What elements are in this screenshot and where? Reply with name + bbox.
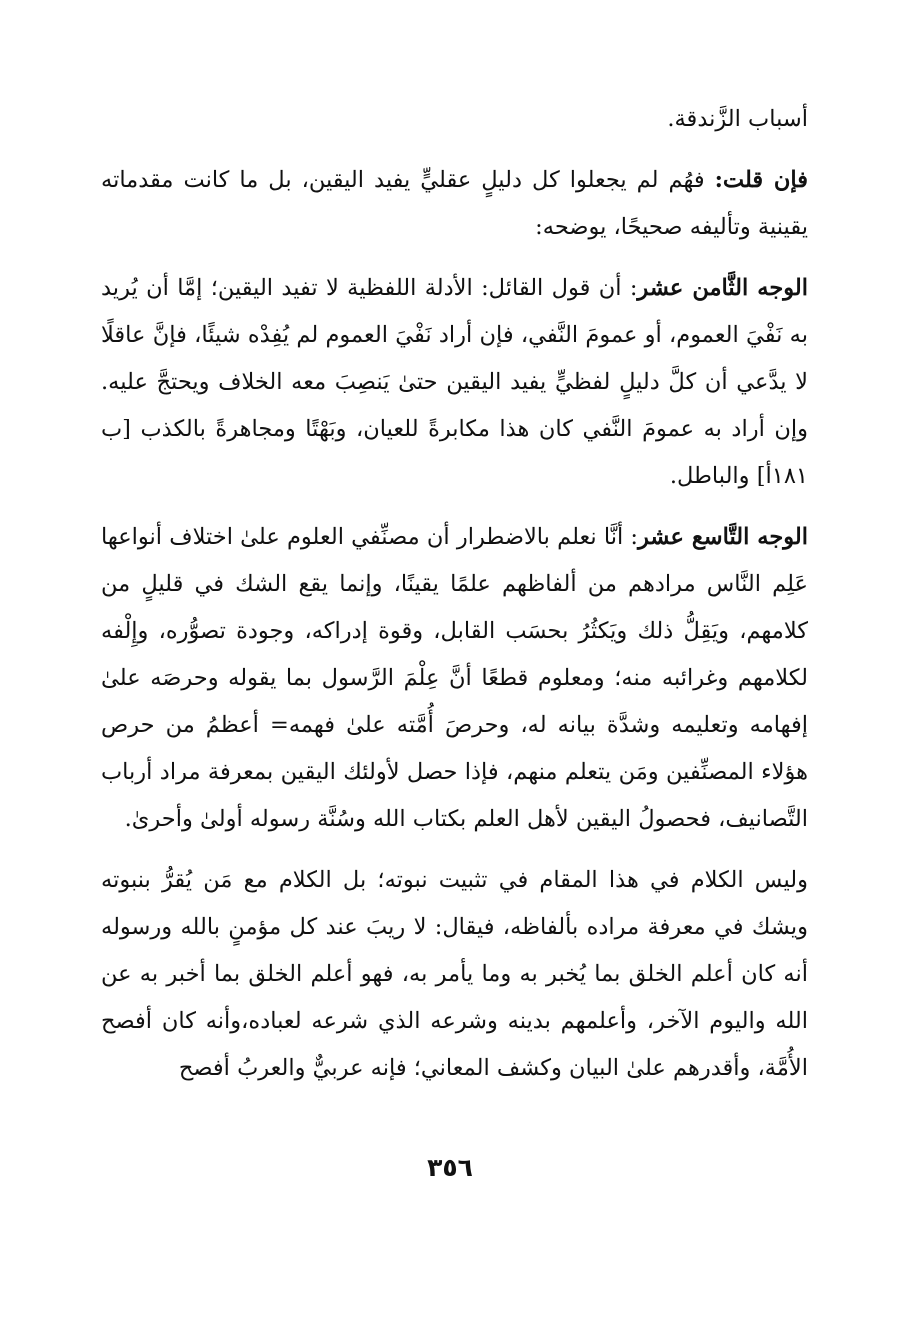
paragraph-objection xyxy=(101,157,808,251)
objection-text: فهُم لم يجعلوا كل دليلٍ عقليٍّ يفيد اليقين، بل ما كانت مقدماته يقينية وتأليفه صحيحًا، يوضحه: xyxy=(101,167,808,240)
page-number: ٣٥٦ xyxy=(427,1153,473,1182)
eighteenth-aspect-heading: الوجه الثَّامن عشر xyxy=(637,275,808,301)
paragraph-continuation: أسباب الزَّندقة. xyxy=(667,106,808,132)
nineteenth-aspect-heading: الوجه التَّاسع عشر xyxy=(638,524,808,550)
paragraph-nineteenth-aspect xyxy=(101,514,808,843)
paragraph-prophethood: وليس الكلام في هذا المقام في تثبيت نبوته؛ بل الكلام مع مَن يُقرُّ بنبوته ويشك في معرفة مراده بألفاظه، فيقال: لا ريبَ عند كل مؤمنٍ بالله ورسوله أنه كان أعلم الخلق بما يُخبر به وما يأمر به، فهو أعلم الخلق بما أخبر به عن الله واليوم الآخر، وأعلمهم بدينه وشرعه الذي شرعه لعباده،وأنه كان أفصح الأُمَّة، وأقدرهم علىٰ البيان وكشف المعاني؛ فإنه عربيٌّ والعربُ أفصح xyxy=(101,867,808,1081)
eighteenth-aspect-text: : أن قول القائل: الأدلة اللفظية لا تفيد اليقين؛ إمَّا أن يُريد به نَفْيَ العموم، أو عمومَ النَّفي، فإن أراد نَفْيَ العموم لم يُفِدْه شيئًا، فإنَّ عاقلًا لا يدَّعي أن كلَّ دليلٍ لفظيٍّ يفيد اليقين حتىٰ يَنصِبَ معه الخلاف ويحتجَّ عليه. وإن أراد به عمومَ النَّفي كان هذا مكابرةً للعيان، وبَهْتًا ومجاهرةً بالكذب [ب ١٨١أ] والباطل. xyxy=(101,275,808,489)
objection-lead: فإن قلت: xyxy=(714,167,808,193)
nineteenth-aspect-text: : أنَّا نعلم بالاضطرار أن مصنِّفي العلوم علىٰ اختلاف أنواعها عَلِم النَّاس مرادهم من ألفاظهم علمًا يقينًا، وإنما يقع الشك في قليلٍ من كلامهم، ويَقِلُّ ذلك ويَكثُرُ بحسَب القابل، وقوة إدراكه، وجودة تصوُّره، وإِلْفه لكلامهم وغرائبه منه؛ ومعلوم قطعًا أنَّ عِلْمَ الرَّسول بما يقوله وحرصَه علىٰ إفهامه وتعليمه وشدَّة بيانه له، وحرصَ أُمَّته علىٰ فهمه= أعظمُ من حرص هؤلاء المصنِّفين ومَن يتعلم منهم، فإذا حصل لأولئك اليقين بمعرفة مراد أرباب التَّصانيف، فحصولُ اليقين لأهل العلم بكتاب الله وسُنَّة رسوله أولىٰ وأحرىٰ. xyxy=(101,524,808,832)
paragraph-eighteenth-aspect xyxy=(101,265,808,500)
page-body xyxy=(101,96,808,1106)
